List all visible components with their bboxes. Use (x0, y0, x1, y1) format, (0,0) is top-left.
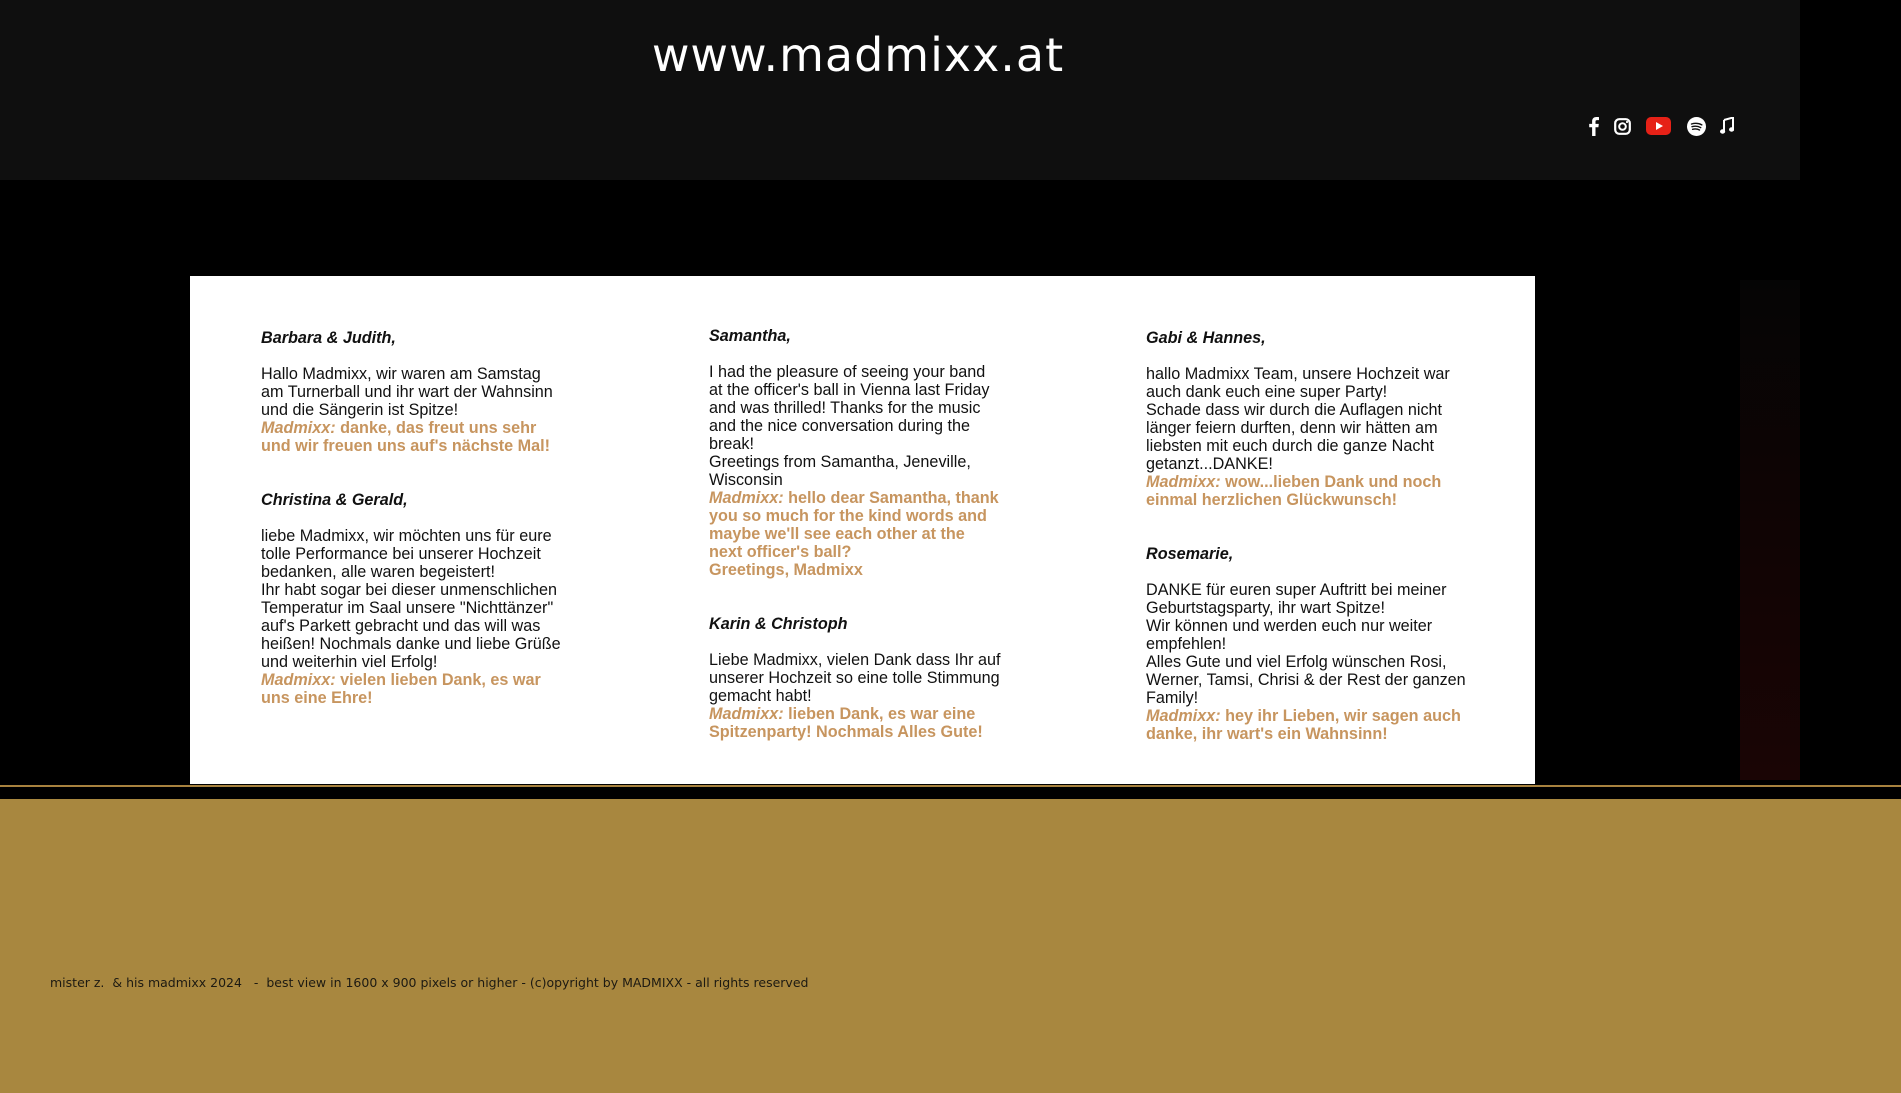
testimonial-line: bedanken, alle waren begeistert! (261, 563, 495, 581)
testimonial-line: unserer Hochzeit so eine tolle Stimmung (709, 669, 1000, 687)
testimonial-line: I had the pleasure of seeing your band (709, 363, 986, 381)
testimonial-line: and the nice conversation during the (709, 417, 970, 435)
reply-line: Madmixx: vielen lieben Dank, es war (261, 671, 541, 689)
testimonial-line: Alles Gute und viel Erfolg wünschen Rosi, (1146, 653, 1447, 671)
testimonial-column-1 (261, 329, 561, 707)
instagram-icon[interactable] (1611, 113, 1633, 139)
testimonial-author: Rosemarie, (1146, 545, 1234, 563)
reply-line: Spitzenparty! Nochmals Alles Gute! (709, 723, 983, 741)
spotify-icon[interactable] (1685, 113, 1707, 139)
testimonial-line: Wisconsin (709, 471, 783, 489)
testimonial-line: and was thrilled! Thanks for the music (709, 399, 981, 417)
reply-line: Madmixx: hello dear Samantha, thank (709, 489, 999, 507)
guestbook-card (190, 276, 1535, 784)
testimonial-line: Wir können und werden euch nur weiter (1146, 617, 1433, 635)
reply-line: Madmixx: danke, das freut uns sehr (261, 419, 537, 437)
reply-author: Madmixx: (261, 671, 336, 689)
testimonial-line: Geburtstagsparty, ihr wart Spitze! (1146, 599, 1386, 617)
testimonial-line: break! (709, 435, 754, 453)
testimonial-line: länger feiern durften, denn wir hätten am (1146, 419, 1438, 437)
testimonial-line: Schade dass wir durch die Auflagen nicht (1146, 401, 1443, 419)
reply-line: einmal herzlichen Glückwunsch! (1146, 491, 1397, 509)
copyright-text: mister z. & his madmixx 2024 - best view in 1600 x 900 pixels or higher - (c)opyright by MADMIXX - all rights reserved (50, 975, 809, 990)
reply-author: Madmixx: (261, 419, 336, 437)
testimonial-column-2 (709, 327, 1009, 741)
reply-line: und wir freuen uns auf's nächste Mal! (261, 437, 550, 455)
facebook-icon[interactable] (1585, 113, 1603, 139)
reply-author: Madmixx: (709, 489, 784, 507)
footer-divider (0, 785, 1901, 787)
testimonial-line: tolle Performance bei unserer Hochzeit (261, 545, 541, 563)
reply-line: Madmixx: wow...lieben Dank und noch (1146, 473, 1442, 491)
testimonial-line: hallo Madmixx Team, unsere Hochzeit war (1146, 365, 1450, 383)
reply-line: Madmixx: lieben Dank, es war eine (709, 705, 976, 723)
site-footer (0, 799, 1901, 1093)
testimonial-line: Hallo Madmixx, wir waren am Samstag (261, 365, 541, 383)
testimonial-author: Barbara & Judith, (261, 329, 396, 347)
reply-author: Madmixx: (709, 705, 784, 723)
testimonial-line: empfehlen! (1146, 635, 1227, 653)
site-title[interactable]: www.madmixx.at (651, 28, 1065, 82)
testimonial-line: DANKE für euren super Auftritt bei meiner (1146, 581, 1447, 599)
testimonial-line: am Turnerball und ihr wart der Wahnsinn (261, 383, 553, 401)
testimonial-line: Werner, Tamsi, Chrisi & der Rest der ganzen (1146, 671, 1466, 689)
testimonial-author: Christina & Gerald, (261, 491, 408, 509)
testimonial-line: und die Sängerin ist Spitze! (261, 401, 459, 419)
testimonial-line: heißen! Nochmals danke und liebe Grüße (261, 635, 561, 653)
reply-author: Madmixx: (1146, 473, 1221, 491)
reply-line: uns eine Ehre! (261, 689, 373, 707)
testimonial-line: gemacht habt! (709, 687, 812, 705)
testimonial-line: Temperatur im Saal unsere "Nichttänzer" (261, 599, 554, 617)
testimonial-line: getanzt...DANKE! (1146, 455, 1273, 473)
reply-line: Greetings, Madmixx (709, 561, 863, 579)
youtube-icon[interactable] (1645, 113, 1671, 139)
music-note-icon[interactable] (1717, 113, 1737, 139)
testimonial-column-3 (1146, 329, 1476, 743)
testimonial-line: und weiterhin viel Erfolg! (261, 653, 438, 671)
testimonial-line: liebsten mit euch durch die ganze Nacht (1146, 437, 1434, 455)
testimonial-author: Samantha, (709, 327, 791, 345)
reply-line: danke, ihr wart's ein Wahnsinn! (1146, 725, 1388, 743)
reply-line: you so much for the kind words and (709, 507, 987, 525)
testimonial-line: auch dank euch eine super Party! (1146, 383, 1388, 401)
testimonial-author: Gabi & Hannes, (1146, 329, 1266, 347)
site-header (0, 0, 1800, 180)
right-edge-glow (1740, 280, 1800, 780)
reply-author: Madmixx: (1146, 707, 1221, 725)
testimonial-line: Greetings from Samantha, Jeneville, (709, 453, 971, 471)
testimonial-line: at the officer's ball in Vienna last Friday (709, 381, 990, 399)
right-edge-panel (1800, 0, 1901, 785)
social-links (1585, 113, 1737, 139)
testimonial-line: Family! (1146, 689, 1199, 707)
reply-line: maybe we'll see each other at the (709, 525, 965, 543)
testimonial-line: Ihr habt sogar bei dieser unmenschlichen (261, 581, 558, 599)
testimonial-line: auf's Parkett gebracht und das will was (261, 617, 541, 635)
testimonial-line: liebe Madmixx, wir möchten uns für eure (261, 527, 552, 545)
reply-line: Madmixx: hey ihr Lieben, wir sagen auch (1146, 707, 1461, 725)
testimonial-line: Liebe Madmixx, vielen Dank dass Ihr auf (709, 651, 1001, 669)
testimonial-author: Karin & Christoph (709, 615, 848, 633)
reply-line: next officer's ball? (709, 543, 852, 561)
